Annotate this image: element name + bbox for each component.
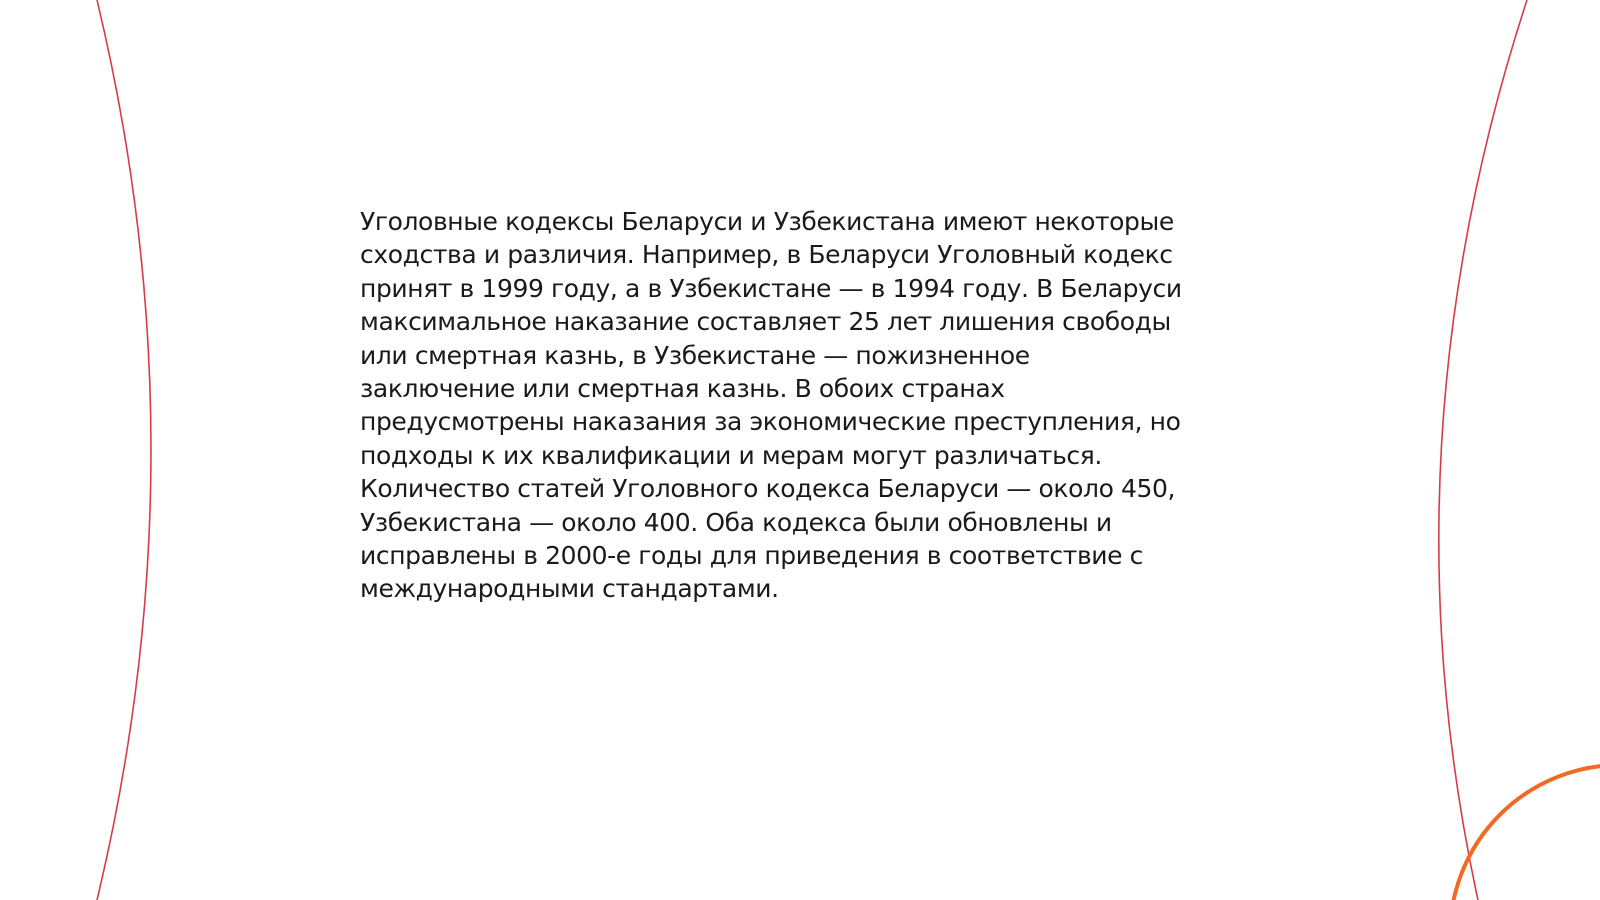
paragraph-line: предусмотрены наказания за экономические преступления, но	[360, 407, 1181, 437]
paragraph-line: максимальное наказание составляет 25 лет лишения свободы	[360, 307, 1171, 337]
paragraph-line: Количество статей Уголовного кодекса Беларуси — около 450,	[360, 474, 1176, 504]
main-paragraph	[360, 205, 1240, 606]
paragraph-line: заключение или смертная казнь. В обоих странах	[360, 374, 1005, 404]
paragraph-line: исправлены в 2000-е годы для приведения в соответствие с	[360, 541, 1143, 571]
paragraph-line: Узбекистана — около 400. Оба кодекса были обновлены и	[360, 507, 1112, 537]
paragraph-line: международными стандартами.	[360, 574, 779, 604]
corner-orange-arc	[1450, 765, 1600, 900]
left-decorative-curve	[97, 0, 151, 900]
right-decorative-curve	[1439, 0, 1527, 900]
paragraph-line: принят в 1999 году, а в Узбекистане — в 1994 году. В Беларуси	[360, 273, 1182, 303]
paragraph-line: или смертная казнь, в Узбекистане — пожизненное	[360, 340, 1030, 370]
paragraph-line: Уголовные кодексы Беларуси и Узбекистана имеют некоторые	[360, 207, 1174, 236]
paragraph-line: подходы к их квалификации и мерам могут различаться.	[360, 440, 1102, 470]
paragraph-line: сходства и различия. Например, в Беларуси Уголовный кодекс	[360, 240, 1173, 270]
